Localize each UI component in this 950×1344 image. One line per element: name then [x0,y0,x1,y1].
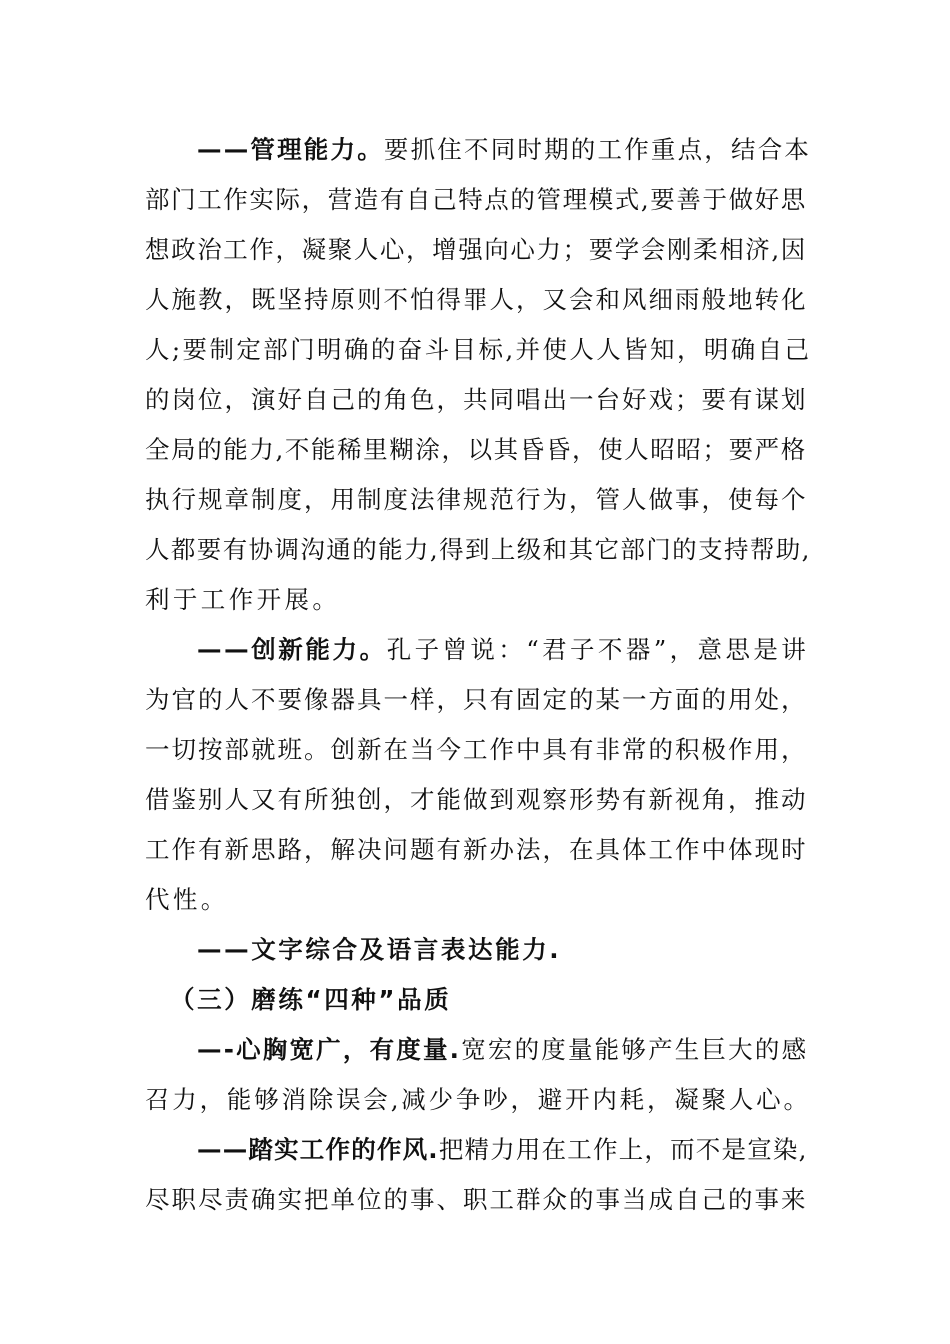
body-line: 人都要有协调沟通的能力,得到上级和其它部门的支持帮助, [145,535,811,564]
body-line: 召力，能够消除误会,减少争吵，避开内耗，凝聚人心。 [145,1085,811,1114]
section-heading: ——踏实工作的作风. [197,1135,439,1164]
paragraph-first-line [197,1034,810,1066]
paragraph-first-line [197,934,810,966]
body-line: 利于工作开展。 [145,585,341,614]
body-line: 工作有新思路，解决问题有新办法，在具体工作中体现时 [145,835,808,864]
body-line: 人施教，既坚持原则不怕得罪人，又会和风细雨般地转化 [145,285,808,314]
section-heading: ——文字综合及语言表达能力. [197,935,562,964]
body-line: 代性。 [145,885,229,914]
subsection-heading-line [170,984,810,1016]
body-line: 部门工作实际，营造有自己特点的管理模式,要善于做好思 [145,185,807,214]
paragraph-first-line [197,1134,810,1166]
body-line: 想政治工作，凝聚人心，增强向心力；要学会刚柔相济,因 [145,235,807,264]
section-heading: ——创新能力。 [197,635,387,664]
body-line: 为官的人不要像器具一样，只有固定的某一方面的用处， [145,685,808,714]
body-text: 把精力用在工作上，而不是宣染, [438,1135,808,1164]
body-line: 借鉴别人又有所独创，才能做到观察形势有新视角，推动 [145,785,808,814]
body-line: 的岗位，演好自己的角色，共同唱出一台好戏；要有谋划 [145,385,808,414]
body-line: 尽职尽责确实把单位的事、职工群众的事当成自己的事来 [145,1185,808,1214]
body-text: 要抓住不同时期的工作重点，结合本 [383,135,812,164]
subsection-heading: （三）磨练“四种”品质 [170,985,452,1014]
body-text: 孔子曾说：“君子不器”，意思是讲 [386,635,810,664]
section-heading: ——管理能力。 [197,135,384,164]
body-line: 一切按部就班。创新在当今工作中具有非常的积极作用， [145,735,808,764]
body-text: 宽宏的度量能够产生巨大的感 [461,1035,809,1064]
body-line: 全局的能力,不能稀里糊涂，以其昏昏，使人昭昭；要严格 [145,435,807,464]
body-line: 执行规章制度，用制度法律规范行为，管人做事，使每个 [145,485,808,514]
body-line: 人;要制定部门明确的奋斗目标,并使人人皆知，明确自己 [145,335,812,364]
paragraph-first-line [197,634,810,666]
section-heading: —-心胸宽广，有度量. [197,1035,462,1064]
paragraph-first-line [197,134,810,166]
